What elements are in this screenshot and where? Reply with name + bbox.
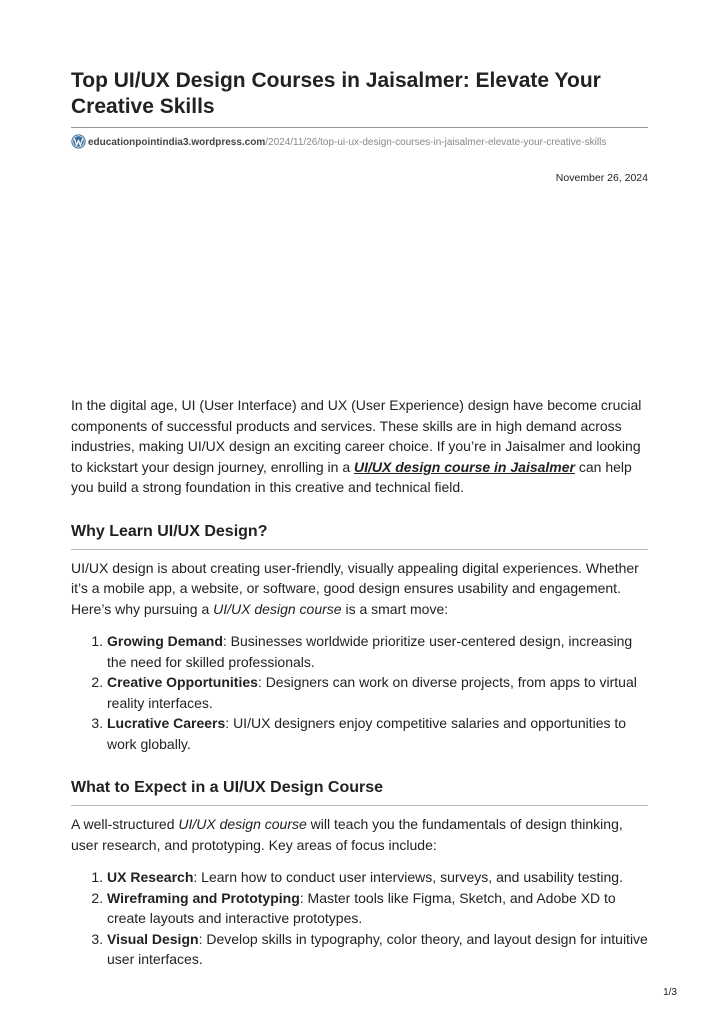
- intro-text-end: can help you build a strong foundation in this creative and technical field.: [71, 458, 632, 495]
- list-item: [107, 713, 648, 754]
- item-bold: UX Research: [107, 869, 194, 885]
- item-text: : Learn how to conduct user interviews, surveys, and usability testing.: [193, 869, 623, 885]
- section-paragraph-expect: [71, 814, 648, 855]
- para-text-end: will teach you the fundamentals of design thinking, user research, and prototyping. Key areas of focus include:: [71, 816, 623, 853]
- item-text: : Master tools like Figma, Sketch, and Adobe XD to create layouts and interactive prototypes.: [107, 889, 616, 926]
- section-paragraph-why: [71, 558, 648, 620]
- item-bold: Visual Design: [107, 930, 199, 947]
- article-body: [71, 395, 648, 970]
- source-path[interactable]: /2024/11/26/top-ui-ux-design-courses-in-jaisalmer-elevate-your-creative-skills: [265, 137, 607, 148]
- title-divider: [71, 127, 648, 128]
- intro-paragraph: [71, 395, 648, 498]
- list-item: [107, 672, 648, 713]
- section-heading-expect: What to Expect in a UI/UX Design Course: [71, 777, 648, 806]
- item-bold: Wireframing and Prototyping: [107, 889, 300, 906]
- source-domain[interactable]: educationpointindia3.wordpress.com: [88, 137, 266, 148]
- para-text: UI/UX design is about creating user-friendly, visually appealing digital experiences. Whether it’s a mobile app, a website, or software, good design ensures usability and engagement. Here’s why pursuing a: [71, 559, 639, 617]
- wordpress-icon: [71, 134, 86, 149]
- focus-areas-list: [71, 867, 648, 970]
- section-heading-why: Why Learn UI/UX Design?: [71, 521, 648, 550]
- item-text: : UI/UX designers enjoy competitive salaries and opportunities to work globally.: [107, 715, 627, 752]
- source-url[interactable]: [71, 134, 648, 150]
- page-number: 1/3: [663, 987, 677, 998]
- page-title: Top UI/UX Design Courses in Jaisalmer: Elevate Your Creative Skills: [71, 69, 601, 118]
- list-item: [107, 631, 648, 672]
- item-text: : Designers can work on diverse projects, from apps to virtual reality interfaces.: [107, 674, 637, 711]
- list-item: [107, 888, 648, 929]
- para-text: A well-structured: [71, 816, 179, 832]
- publish-date: November 26, 2024: [555, 172, 648, 184]
- item-text: : Businesses worldwide prioritize user-centered design, increasing the need for skilled professionals.: [107, 633, 633, 670]
- item-text: : Develop skills in typography, color theory, and layout design for intuitive user interfaces.: [107, 930, 648, 967]
- para-text-end: is a smart move:: [341, 600, 449, 617]
- item-bold: Lucrative Careers: [107, 715, 226, 731]
- item-bold: Growing Demand: [107, 633, 223, 649]
- para-emphasis: UI/UX design course: [213, 600, 342, 617]
- para-emphasis: UI/UX design course: [178, 816, 307, 832]
- course-link[interactable]: UI/UX design course in Jaisalmer: [354, 458, 575, 475]
- list-item: [107, 867, 648, 888]
- intro-text: In the digital age, UI (User Interface) and UX (User Experience) design have become crucial components of successful products and services. These skills are in high demand across industries, making UI/UX design an exciting career choice. If you’re in Jaisalmer and looking to kickstart your design journey, enrolling in a: [71, 397, 642, 475]
- item-bold: Creative Opportunities: [107, 674, 258, 690]
- list-item: [107, 929, 648, 970]
- reasons-list: [71, 631, 648, 754]
